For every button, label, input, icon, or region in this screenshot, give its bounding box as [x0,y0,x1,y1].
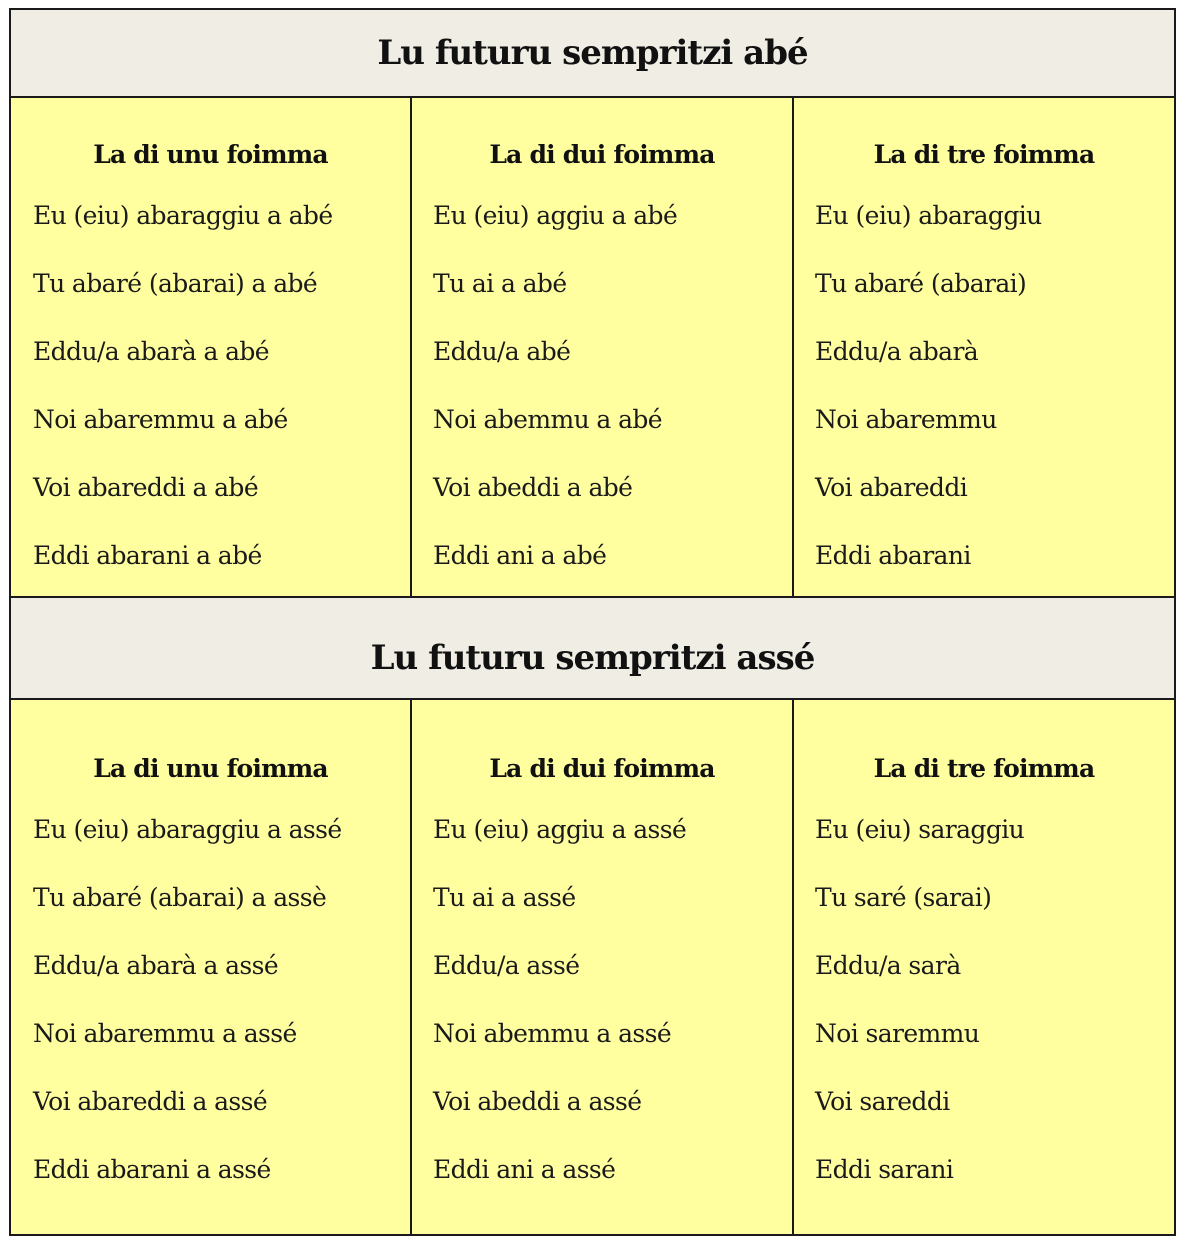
conjugation-row: Tu saré (sarai) [815,883,992,912]
column-third-form [794,700,1174,1234]
conjugation-table [9,8,1176,1236]
conjugation-row: Eu (eiu) abaraggiu [815,201,1042,230]
column-heading: La di tre foimma [873,140,1095,169]
conjugation-row: Eddi abarani a abé [33,541,262,570]
conjugation-row: Voi abeddi a abé [433,473,633,502]
conjugation-list [794,815,1174,1223]
conjugation-row: Eddu/a abarà [815,337,979,366]
section-grid [11,700,1174,1236]
conjugation-row: Tu abaré (abarai) a abé [33,269,318,298]
conjugation-row: Tu ai a abé [433,269,567,298]
conjugation-row: Tu abaré (abarai) [815,269,1027,298]
conjugation-list [412,815,792,1223]
section-title: Lu futuru sempritzi assé [370,638,815,678]
conjugation-row: Noi abemmu a abé [433,405,662,434]
conjugation-row: Noi abemmu a assé [433,1019,672,1048]
section-title-row [11,10,1174,98]
conjugation-row: Eddu/a abarà a assé [33,951,279,980]
conjugation-row: Voi sareddi [815,1087,950,1116]
conjugation-row: Eu (eiu) aggiu a abé [433,201,678,230]
column-heading: La di unu foimma [93,754,328,783]
conjugation-list [11,201,410,609]
column-second-form [412,700,794,1234]
column-heading: La di unu foimma [93,140,328,169]
conjugation-row: Voi abareddi a assé [33,1087,268,1116]
column-third-form [794,98,1174,596]
conjugation-row: Noi abaremmu [815,405,997,434]
conjugation-row: Noi saremmu [815,1019,980,1048]
column-heading: La di dui foimma [489,140,715,169]
conjugation-row: Noi abaremmu a abé [33,405,288,434]
column-first-form [11,700,412,1234]
conjugation-row: Eddu/a abé [433,337,571,366]
column-heading: La di tre foimma [873,754,1095,783]
column-first-form [11,98,412,596]
conjugation-row: Tu ai a assé [433,883,576,912]
section-title: Lu futuru sempritzi abé [377,33,808,73]
conjugation-list [794,201,1174,609]
conjugation-row: Eu (eiu) abaraggiu a abé [33,201,333,230]
conjugation-list [11,815,410,1223]
conjugation-row: Voi abareddi a abé [33,473,259,502]
section-grid [11,98,1174,598]
conjugation-row: Eddi sarani [815,1155,954,1184]
conjugation-row: Eddi ani a abé [433,541,607,570]
column-second-form [412,98,794,596]
conjugation-row: Voi abeddi a assé [433,1087,642,1116]
conjugation-row: Eddi abarani [815,541,971,570]
conjugation-row: Tu abaré (abarai) a assè [33,883,327,912]
conjugation-row: Eu (eiu) saraggiu [815,815,1025,844]
conjugation-row: Eu (eiu) aggiu a assé [433,815,687,844]
conjugation-row: Eddu/a sarà [815,951,961,980]
conjugation-row: Voi abareddi [815,473,968,502]
conjugation-row: Eddu/a assé [433,951,580,980]
conjugation-list [412,201,792,609]
section-title-row [11,598,1174,700]
conjugation-row: Eddi ani a assé [433,1155,616,1184]
conjugation-row: Eu (eiu) abaraggiu a assé [33,815,342,844]
conjugation-row: Eddu/a abarà a abé [33,337,270,366]
conjugation-row: Eddi abarani a assé [33,1155,271,1184]
column-heading: La di dui foimma [489,754,715,783]
conjugation-row: Noi abaremmu a assé [33,1019,297,1048]
